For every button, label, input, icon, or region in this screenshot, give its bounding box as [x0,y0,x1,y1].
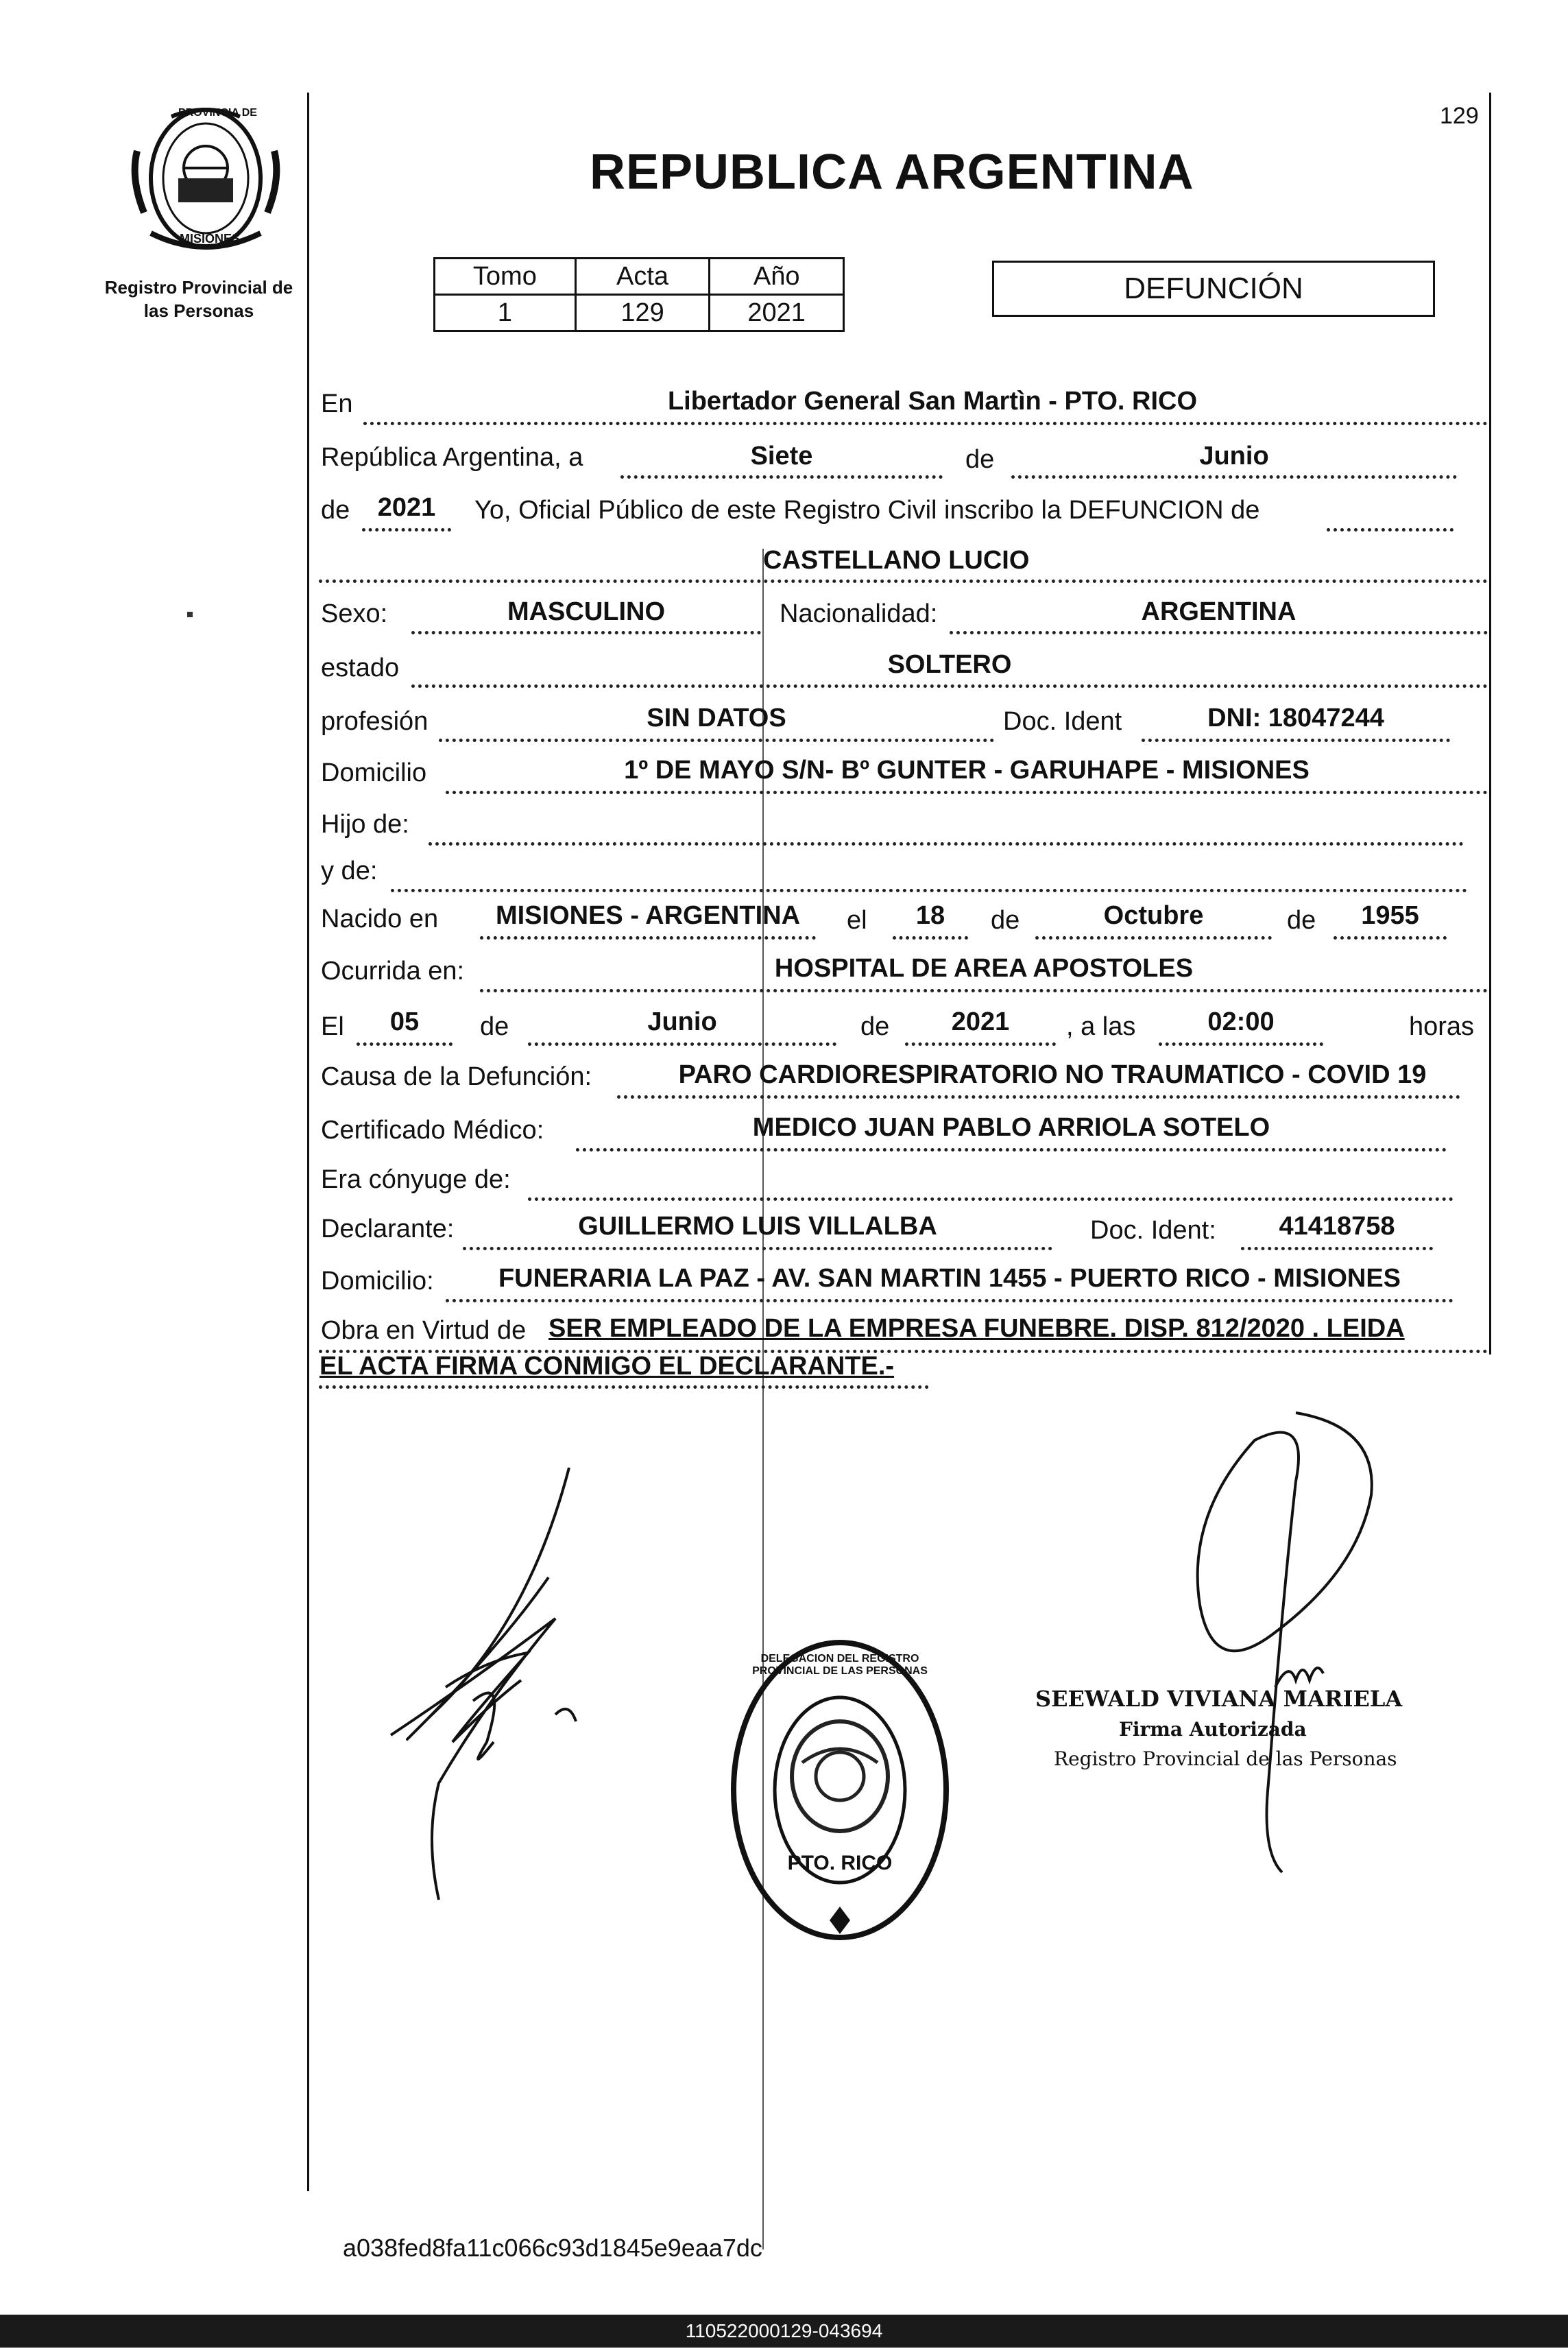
record-type: DEFUNCIÓN [1124,272,1303,305]
register-value-cell: 129 [575,295,710,331]
underline-virtue-2 [319,1385,929,1389]
official-org: Registro Provincial de las Personas [1054,1747,1397,1770]
underline-birth-year [1334,936,1447,940]
underline-virtue-1 [319,1350,1488,1353]
label-a-las: , a las [1066,1012,1136,1041]
label-domicilio: Domicilio [321,759,427,787]
profession: SIN DATOS [647,704,786,732]
label-yo-oficial: Yo, Oficial Público de este Registro Civil inscribo la DEFUNCION de [474,496,1260,525]
declarant: GUILLERMO LUIS VILLALBA [578,1212,937,1241]
underline-declarant-doc [1241,1247,1433,1250]
document-hash: a038fed8fa11c066c93d1845e9eaa7dc [343,2234,762,2262]
underline-profession [439,739,994,742]
underline-yo-tail [1327,528,1454,532]
underline-place [363,422,1488,425]
label-causa: Causa de la Defunción: [321,1062,592,1091]
virtue-line-1: SER EMPLEADO DE LA EMPRESA FUNEBRE. DISP. 812/2020 . LEIDA [548,1314,1405,1343]
register-value-cell: 2021 [710,295,844,331]
label-el-cap: El [321,1012,344,1041]
label-el: el [847,906,867,935]
label-profesion: profesión [321,707,429,736]
page-title: REPUBLICA ARGENTINA [590,145,1194,200]
underline-death-year [905,1042,1056,1046]
place: Libertador General San Martìn - PTO. RICO [667,387,1198,416]
declarant-signature [350,1454,638,1920]
underline-son-of [429,842,1464,846]
fold-line [762,549,764,2249]
underline-address [446,791,1488,794]
barcode-id: 110522000129-043694 [685,2320,883,2341]
label-estado: estado [321,654,400,682]
death-year: 2021 [951,1007,1010,1036]
label-y-de: y de: [321,857,378,885]
underline-month [1011,475,1457,479]
stamp-text: DELEGACION DEL REGISTRO PROVINCIAL DE LAS PERSONAS [752,1653,928,1677]
underline-doctor [576,1148,1447,1151]
death-place: HOSPITAL DE AREA APOSTOLES [774,954,1194,983]
underline-birth-month [1035,936,1272,940]
doc-id: DNI: 18047244 [1207,704,1384,732]
underline-spouse [528,1197,1454,1201]
underline-doc-id [1142,739,1450,742]
label-hijo-de: Hijo de: [321,810,409,839]
register-value-cell: 1 [435,295,576,331]
underline-death-day [357,1042,453,1046]
label-republica: República Argentina, a [321,443,583,472]
birth-day: 18 [915,901,945,930]
civil-status: SOLTERO [887,650,1012,679]
month: Junio [1199,442,1269,470]
underline-death-place [480,989,1488,992]
page-number: 129 [1440,103,1479,129]
register-header-cell: Año [710,259,844,295]
birth-month: Octubre [1103,901,1204,930]
underline-death-month [528,1042,836,1046]
registry-stamp [727,1632,953,1948]
virtue-line-2: EL ACTA FIRMA CONMIGO EL DECLARANTE.- [319,1352,895,1381]
label-de: de [965,445,995,474]
barcode-bar [0,2315,1568,2348]
logo-text-top: PROVINCIA DE [178,107,257,119]
register-header-cell: Tomo [435,259,576,295]
label-de-birth-month: de [991,906,1020,935]
sex: MASCULINO [507,597,666,626]
declarant-address: FUNERARIA LA PAZ - AV. SAN MARTIN 1455 - PUERTO RICO - MISIONES [498,1264,1401,1293]
underline-death-time [1159,1042,1323,1046]
left-margin-line [307,93,309,2191]
stamp-city: PTO. RICO [787,1852,893,1874]
province-logo [123,103,288,261]
underline-declarant-address [446,1299,1454,1302]
label-de-death-year: de [860,1012,890,1041]
mark-dot [187,612,193,617]
label-en: En [321,390,353,418]
register-table [433,257,845,332]
register-header-cell: Acta [575,259,710,295]
death-month: Junio [647,1007,717,1036]
deceased-name: CASTELLANO LUCIO [763,546,1030,575]
label-de-birth-year: de [1287,906,1316,935]
address: 1º DE MAYO S/N- Bº GUNTER - GARUHAPE - MISIONES [624,756,1310,785]
official-role: Firma Autorizada [1119,1718,1307,1741]
label-de-death-month: de [480,1012,509,1041]
birth-place: MISIONES - ARGENTINA [495,901,801,930]
underline-estado [411,684,1488,688]
death-time: 02:00 [1207,1007,1275,1036]
birth-year: 1955 [1361,901,1419,930]
underline-nationality [950,631,1488,634]
label-certificado: Certificado Médico: [321,1116,544,1145]
official-signature [1159,1399,1385,1893]
doctor: MEDICO JUAN PABLO ARRIOLA SOTELO [752,1113,1270,1142]
year: 2021 [377,493,436,522]
label-doc-ident: Doc. Ident [1003,707,1122,736]
death-day: 05 [389,1007,420,1036]
declarant-doc: 41418758 [1279,1212,1395,1241]
record-type-box [992,261,1435,317]
underline-sex [411,631,761,634]
logo-text-bottom: MISIONES [180,232,241,246]
register-header-row [435,259,844,295]
label-ocurrida-en: Ocurrida en: [321,957,465,986]
register-value-row [435,295,844,331]
official-name: SEEWALD VIVIANA MARIELA [1035,1686,1403,1712]
label-horas: horas [1409,1012,1475,1041]
label-nacido-en: Nacido en [321,905,439,933]
underline-day [620,475,943,479]
label-de-year: de [321,496,350,525]
label-conyuge: Era cónyuge de: [321,1165,511,1194]
underline-and-of [391,889,1467,892]
underline-year [362,528,451,532]
label-sexo: Sexo: [321,599,388,628]
label-obra: Obra en Virtud de [321,1316,527,1345]
day-words: Siete [750,442,813,470]
label-domicilio-2: Domicilio: [321,1267,434,1296]
cause: PARO CARDIORESPIRATORIO NO TRAUMATICO - COVID 19 [678,1060,1427,1089]
label-declarante: Declarante: [321,1215,455,1243]
right-margin-line [1489,93,1491,1354]
registry-name: Registro Provincial de las Personas [104,277,293,321]
underline-birth-day [893,936,968,940]
underline-cause [617,1095,1460,1099]
nationality: ARGENTINA [1141,597,1296,626]
underline-name [319,580,1488,583]
underline-birth-place [480,936,816,940]
label-doc-ident-2: Doc. Ident: [1090,1216,1216,1245]
label-nacionalidad: Nacionalidad: [780,599,938,628]
underline-declarant [463,1247,1052,1250]
